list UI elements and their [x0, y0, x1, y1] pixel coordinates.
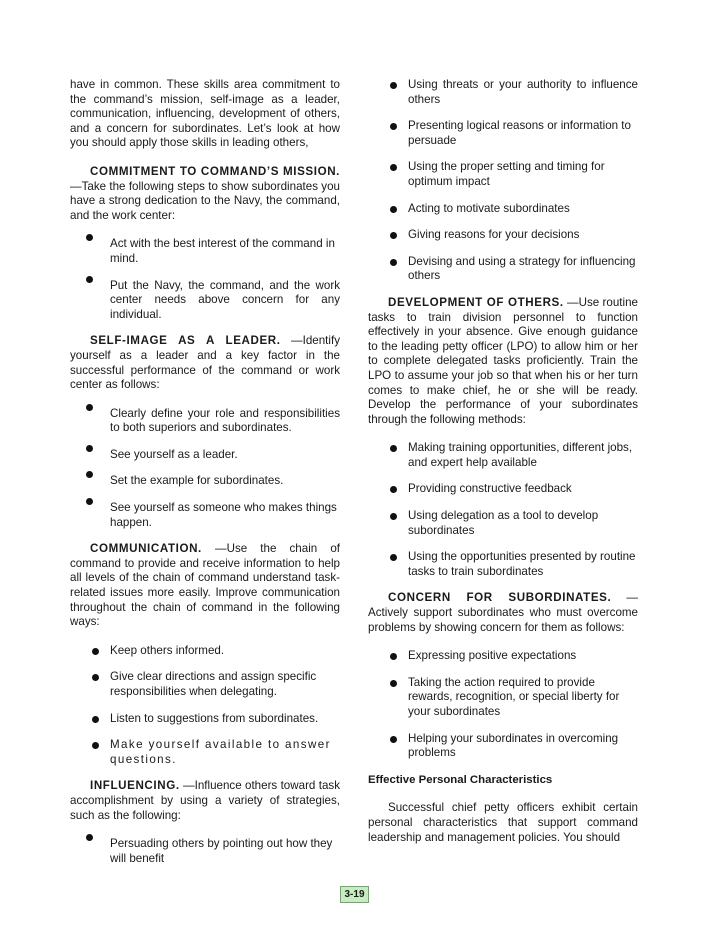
self-image-paragraph — [70, 334, 340, 392]
list-item: Using the opportunities presented by routine tasks to train subordinates — [368, 550, 638, 579]
concern-list — [368, 649, 638, 761]
commitment-text: —Take the following steps to show subordinates you have a strong dedication to the Navy, the command, and the work center: — [70, 179, 340, 222]
influencing-text: —Influence others toward task accomplishment by using a variety of strategies, such as the following: — [70, 779, 340, 822]
communication-paragraph — [70, 542, 340, 630]
influencing-heading: INFLUENCING. — [90, 779, 180, 793]
bullet-icon — [390, 736, 397, 743]
commitment-paragraph — [70, 165, 340, 223]
development-heading: DEVELOPMENT OF OTHERS. — [388, 295, 564, 309]
concern-paragraph — [368, 591, 638, 635]
list-item: Make yourself available to answer questions. — [70, 738, 340, 767]
bullet-icon — [92, 648, 99, 655]
influencing-list-continued — [368, 78, 638, 284]
development-paragraph — [368, 296, 638, 427]
list-item: Devising and using a strategy for influencing others — [368, 255, 638, 284]
list-item: Expressing positive expectations — [368, 649, 638, 664]
bullet-icon — [390, 513, 397, 520]
communication-list — [70, 644, 340, 768]
bullet-icon — [92, 674, 99, 681]
bullet-icon — [390, 445, 397, 452]
characteristics-heading: Effective Personal Characteristics — [368, 773, 553, 786]
self-image-heading: SELF-IMAGE AS A LEADER. — [90, 334, 281, 348]
list-item: Listen to suggestions from subordinates. — [70, 712, 340, 727]
list-item: Act with the best interest of the command in mind. — [70, 237, 340, 266]
bullet-icon — [86, 234, 93, 241]
list-item: Using the proper setting and timing for optimum impact — [368, 160, 638, 189]
intro-paragraph: have in common. These skills area commitment to the command’s mission, self-image as a leader, communication, influencing, development of others, and a concern for subordinates. Let’s look at how you should apply those skills in leading others, — [70, 78, 340, 150]
bullet-icon — [92, 716, 99, 723]
bullet-icon — [390, 206, 397, 213]
list-item: Using threats or your authority to influence others — [368, 78, 638, 107]
communication-text: —Use the chain of command to provide and receive information to help all levels of the chain of command understand task-related issues more easily. Improve communication throughout the chain of command in the following ways: — [70, 542, 340, 629]
list-item: Giving reasons for your decisions — [368, 228, 638, 243]
commitment-list — [70, 237, 340, 322]
self-image-text: —Identify yourself as a leader and a key factor in the successful performance of the command or work center as follows: — [70, 334, 340, 392]
list-item: Give clear directions and assign specific responsibilities when delegating. — [70, 670, 340, 699]
list-item: Clearly define your role and responsibilities to both superiors and subordinates. — [70, 407, 340, 436]
bullet-icon — [390, 653, 397, 660]
commitment-heading: COMMITMENT TO COMMAND’S MISSION. — [90, 164, 340, 178]
list-item: Making training opportunities, different jobs, and expert help available — [368, 441, 638, 470]
characteristics-paragraph: Successful chief petty officers exhibit certain personal characteristics that support command leadership and management policies. You should — [368, 801, 638, 844]
bullet-icon — [86, 445, 93, 452]
list-item: Presenting logical reasons or information to persuade — [368, 119, 638, 148]
influencing-paragraph — [70, 779, 340, 823]
bullet-icon — [390, 232, 397, 239]
right-column — [368, 78, 638, 859]
list-item: See yourself as someone who makes things happen. — [70, 501, 340, 530]
list-item: Acting to motivate subordinates — [368, 202, 638, 217]
bullet-icon — [390, 259, 397, 266]
list-item: Providing constructive feedback — [368, 482, 638, 497]
list-item: Put the Navy, the command, and the work center needs above concern for any individual. — [70, 279, 340, 323]
list-item: Set the example for subordinates. — [70, 474, 340, 489]
bullet-icon — [390, 554, 397, 561]
development-list — [368, 441, 638, 579]
list-item: Keep others informed. — [70, 644, 340, 659]
communication-heading: COMMUNICATION. — [90, 542, 202, 556]
self-image-list — [70, 407, 340, 531]
list-item: See yourself as a leader. — [70, 448, 340, 463]
influencing-list-start — [70, 837, 340, 866]
list-item: Taking the action required to provide rewards, recognition, or special liberty for your subordinates — [368, 676, 638, 720]
page-number: 3-19 — [340, 886, 369, 903]
bullet-icon — [92, 742, 99, 749]
concern-text: —Actively support subordinates who must overcome problems by showing concern for them as follows: — [368, 591, 638, 634]
bullet-icon — [390, 486, 397, 493]
development-text: —Use routine tasks to train division personnel to function effectively in your absence. Give enough guidance to the leading petty officer (LPO) to allow him or her to complete delegated tasks proficiently. Train the LPO to assume your job so that when his or her turn comes to make chief, he or she will be ready. Develop the performance of your subordinates through the following methods: — [368, 295, 639, 426]
left-column — [70, 78, 340, 878]
bullet-icon — [390, 82, 397, 89]
bullet-icon — [390, 123, 397, 130]
bullet-icon — [86, 834, 93, 841]
list-item: Using delegation as a tool to develop subordinates — [368, 509, 638, 538]
bullet-icon — [86, 498, 93, 505]
bullet-icon — [390, 680, 397, 687]
list-item: Helping your subordinates in overcoming problems — [368, 732, 638, 761]
list-item: Persuading others by pointing out how they will benefit — [70, 837, 340, 866]
concern-heading: CONCERN FOR SUBORDINATES. — [388, 591, 612, 605]
bullet-icon — [390, 164, 397, 171]
bullet-icon — [86, 276, 93, 283]
bullet-icon — [86, 471, 93, 478]
bullet-icon — [86, 404, 93, 411]
